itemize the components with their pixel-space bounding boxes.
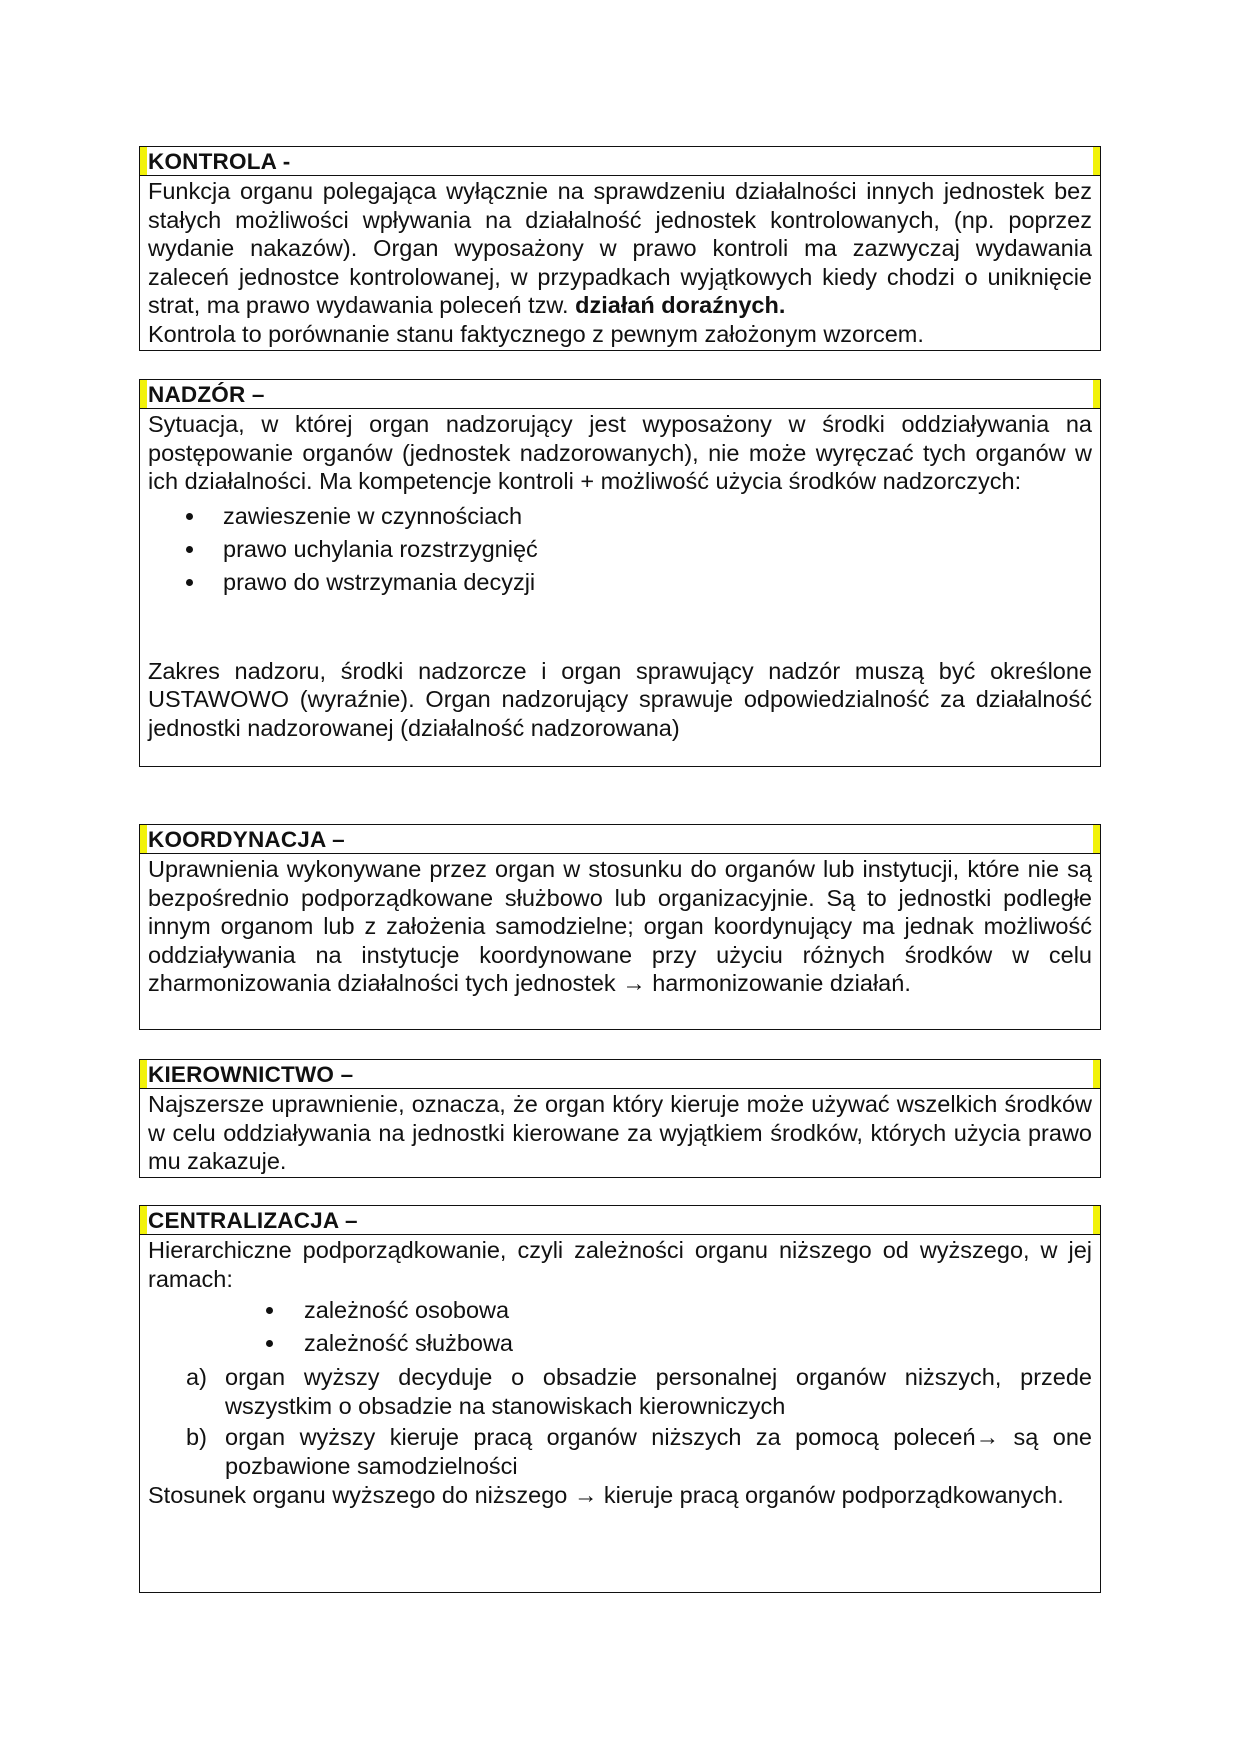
section-title: CENTRALIZACJA – [140,1206,1100,1235]
section-text: Uprawnienia wykonywane przez organ w stosunku do organów lub instytucji, które nie są bezpośrednio podporządkowane służbowo lub organizacyjnie. Są to jednostki podległe innym organom lub z założenia samodzielne; organ koordynujący ma jednak możliwość oddziaływania na instytucje koordynowane przy użyciu różnych środków w celu zharmonizowania działalności tych jednostek → harmonizowanie działań. [148,856,1092,997]
section-kierownictwo [139,1059,1101,1178]
lettered-list [148,1363,1092,1480]
section-nadzor [139,379,1101,767]
list-item: zawieszenie w czynnościach [148,500,1092,533]
list-item: prawo do wstrzymania decyzji [148,566,1092,599]
arrow-icon: → [975,1424,1000,1451]
bullet-list [148,500,1092,599]
section-centralizacja [139,1205,1101,1593]
section-text: Funkcja organu polegająca wyłącznie na sprawdzeniu działalności innych jednostek bez stałych możliwości wpływania na działalność jednostek kontrolowanych, (np. poprzez wydanie nakazów). Organ wyposażony w prawo kontroli ma zazwyczaj wydawania zaleceń jednostce kontrolowanej, w przypadkach wyjątkowych kiedy chodzi o uniknięcie strat, ma prawo wydawania poleceń tzw. działań doraźnych. [148,178,1092,319]
list-item: b) organ wyższy kieruje pracą organów niższych za pomocą poleceń→ są one pozbawione samodzielności [186,1424,1092,1479]
section-title: NADZÓR – [140,380,1100,409]
section-title: KIEROWNICTWO – [140,1060,1100,1089]
list-item: zależność osobowa [148,1294,1092,1327]
section-title: KONTROLA - [140,147,1100,176]
section-text: Sytuacja, w której organ nadzorujący jest wyposażony w środki oddziaływania na postępowanie organów (jednostek nadzorowanych), nie może wyręczać tych organów w ich działalności. Ma kompetencje kontroli + możliwość użycia środków nadzorczych: [148,411,1092,495]
list-item: prawo uchylania rozstrzygnięć [148,533,1092,566]
section-title: KOORDYNACJA – [140,825,1100,854]
arrow-icon: → [622,970,646,997]
section-text: Zakres nadzoru, środki nadzorcze i organ sprawujący nadzór muszą być określone USTAWOWO (wyraźnie). Organ nadzorujący sprawuje odpowiedzialność za działalność jednostki nadzorowanej (działalność nadzorowana) [148,657,1092,741]
section-text: Stosunek organu wyższego do niższego → kieruje pracą organów podporządkowanych. [148,1481,1064,1508]
list-item: a) organ wyższy decyduje o obsadzie personalnej organów niższych, przede wszystkim o obsadzie na stanowiskach kierowniczych [186,1364,1092,1419]
arrow-icon: → [573,1481,598,1508]
section-text-end: Kontrola to porównanie stanu faktycznego z pewnym założonym wzorcem. [148,320,924,347]
list-item: zależność służbowa [148,1327,1092,1360]
bullet-list [148,1294,1092,1360]
section-text: Najszersze uprawnienie, oznacza, że organ który kieruje może używać wszelkich środków w celu oddziaływania na jednostki kierowane za wyjątkiem środków, których użycia prawo mu zakazuje. [148,1091,1092,1175]
section-kontrola [139,146,1101,351]
section-text: Hierarchiczne podporządkowanie, czyli zależności organu niższego od wyższego, w jej ramach: [148,1237,1092,1292]
section-koordynacja [139,824,1101,1030]
